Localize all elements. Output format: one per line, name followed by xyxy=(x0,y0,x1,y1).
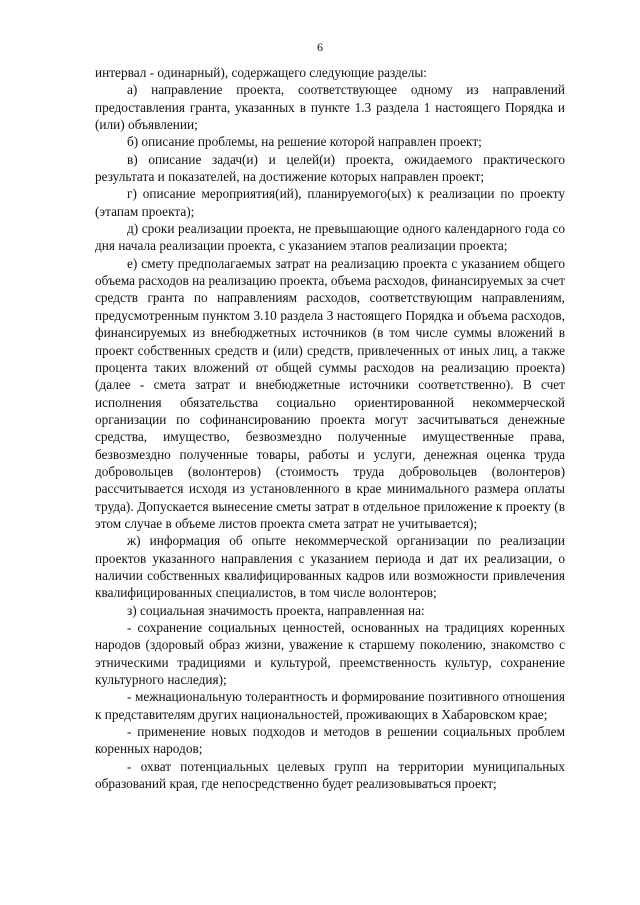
paragraph-item-g: г) описание мероприятия(ий), планируемого(ых) к реализации по проекту (этапам проекта); xyxy=(95,186,565,219)
paragraph-item-v: в) описание задач(и) и целей(и) проекта, ожидаемого практического результата и показателей, на достижение которых направлен проект; xyxy=(95,151,565,185)
paragraph-bullet-tolerance: - межнациональную толерантность и формирование позитивного отношения к представителям других национальностей, проживающих в Хабаровском крае; xyxy=(95,689,565,722)
paragraph-item-b: б) описание проблемы, на решение которой направлен проект; xyxy=(127,134,482,150)
paragraph-item-z: з) социальная значимость проекта, направленная на: xyxy=(127,602,425,618)
paragraph-bullet-methods: - применение новых подходов и методов в решении социальных проблем коренных народов; xyxy=(95,724,565,757)
paragraph-bullet-coverage: - охват потенциальных целевых групп на территории муниципальных образований края, где непосредственно будет реализовываться проект; xyxy=(95,758,565,792)
page-number: 6 xyxy=(317,40,323,54)
paragraph-item-zh: ж) информация об опыте некоммерческой организации по реализации проектов указанного направления с указанием периода и дат их реализации, о наличии собственных квалифицированных кадров или возможности привлечения квалифицированных специалистов, в том числе волонтеров; xyxy=(95,533,565,601)
paragraph-item-d: д) сроки реализации проекта, не превышающие одного календарного года со дня начала реализации проекта, с указанием этапов реализации проекта; xyxy=(95,221,565,254)
paragraph-intro: интервал - одинарный), содержащего следующие разделы: xyxy=(95,65,427,80)
document-body xyxy=(95,64,565,792)
paragraph-item-a: а) направление проекта, соответствующее одному из направлений предоставления гранта, указанных в пункте 1.3 раздела 1 настоящего Порядка и (или) объявлении; xyxy=(95,82,565,133)
paragraph-bullet-values: - сохранение социальных ценностей, основанных на традициях коренных народов (здоровый образ жизни, уважение к старшему поколению, знакомство с этническими традициями и культурой, преемственность культур, сохранение культурного наследия); xyxy=(95,620,565,688)
paragraph-item-e: е) смету предполагаемых затрат на реализацию проекта с указанием общего объема расходов на реализацию проекта, объема расходов, финансируемых за счет средств гранта по направлениям расходов, соответствующим направлениям, предусмотренным пунктом 3.10 раздела 3 настоящего Порядка и объема расходов, финансируемых из внебюджетных источников (в том числе суммы вложений в проект собственных средств и (или) средств, привлеченных от иных лиц, а также процента таких вложений от общей суммы расходов на реализацию проекта) (далее - смета затрат и внебюджетные источники соответственно). В счет исполнения обязательства социально ориентированной некоммерческой организации по софинансированию проекта могут засчитываться денежные средства, имущество, безвозмездно полученные имущественные права, безвозмездно полученные товары, работы и услуги, денежная оценка труда добровольцев (волонтеров) (стоимость труда добровольцев (волонтеров) рассчитывается исходя из установленного в крае минимального размера оплаты труда). Допускается вынесение сметы затрат в отдельное приложение к проекту (в этом случае в объеме листов проекта смета затрат не учитывается); xyxy=(95,255,565,531)
